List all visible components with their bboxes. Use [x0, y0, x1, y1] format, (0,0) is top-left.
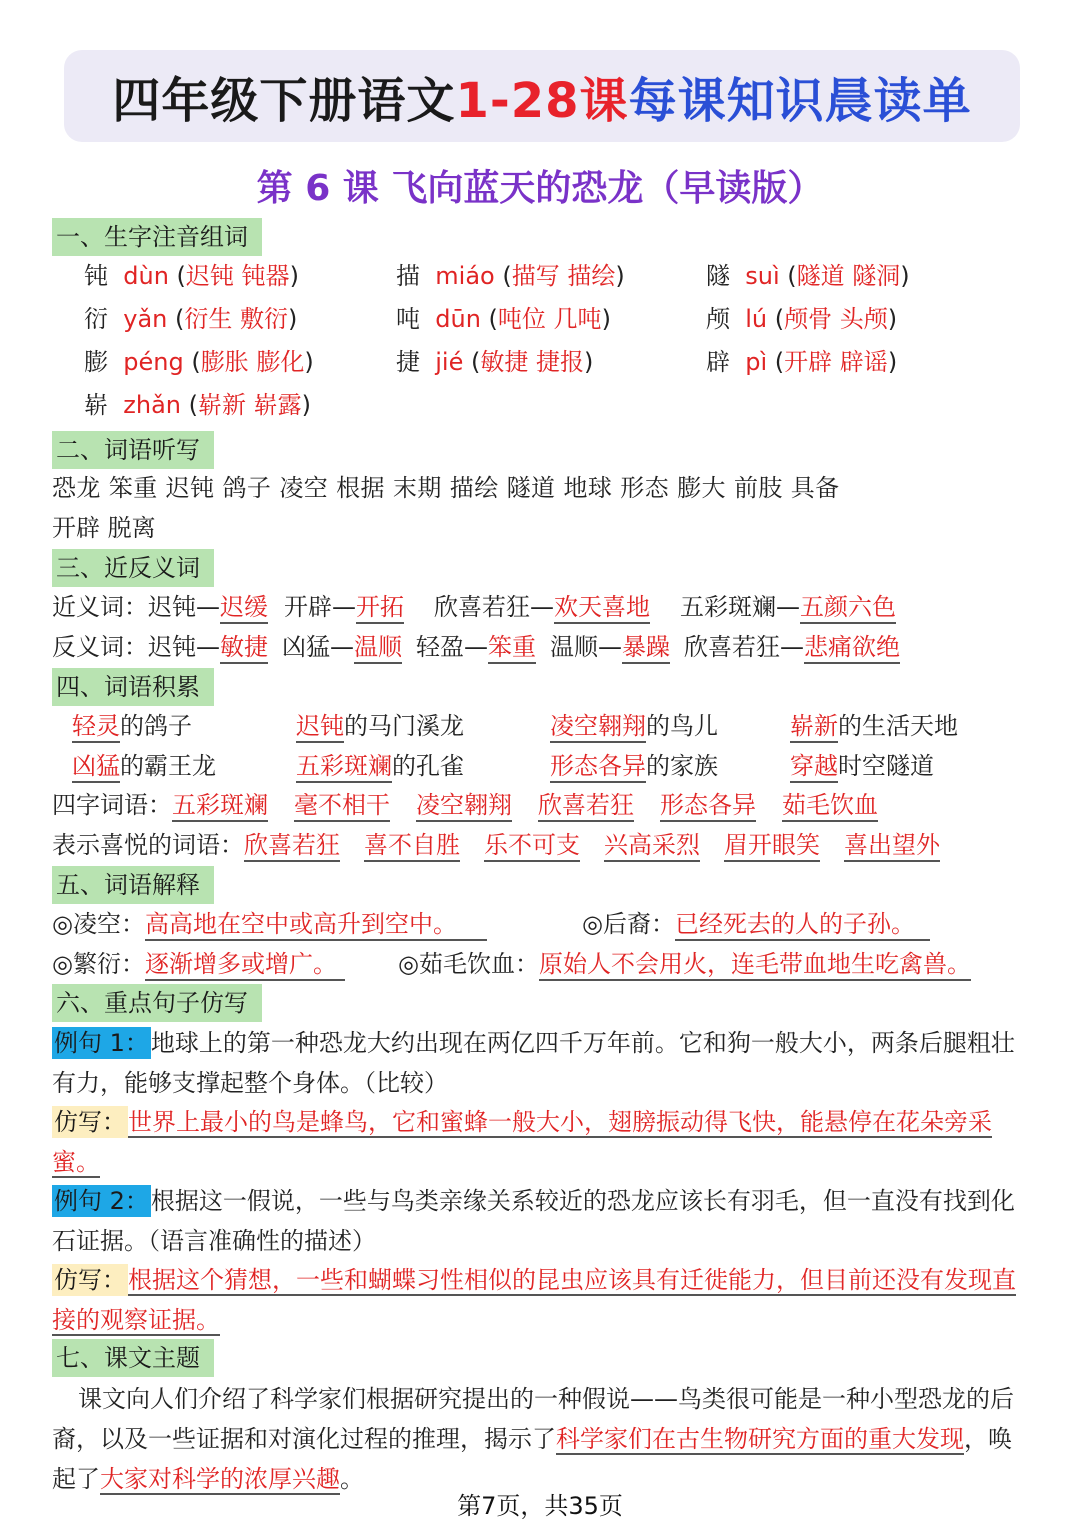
word-item: 喜出望外	[844, 831, 940, 862]
synonyms-line	[52, 589, 896, 625]
joy-words-label: 表示喜悦的词语：	[52, 831, 244, 859]
word-pair: 欣喜若狂—欢天喜地	[434, 593, 650, 621]
word-item: 乐不可支	[484, 831, 580, 862]
word-pair: 迟钝—敏捷	[148, 633, 268, 661]
character-entry: 辟 pì (开辟 辟谣)	[706, 348, 898, 376]
character-entry: 颅 lú (颅骨 头颅)	[706, 305, 898, 333]
imitation-sentence-2: 仿写：根据这个猜想，一些和蝴蝶习性相似的昆虫应该具有迁徙能力，但目前还没有发现直接的观察证据。	[52, 1266, 1016, 1334]
definition-item: ◎繁衍：逐渐增多或增广。	[52, 946, 345, 982]
word-pair: 温顺—暴躁	[550, 633, 670, 661]
word-pair: 五彩斑斓—五颜六色	[680, 593, 896, 624]
four-char-line	[52, 787, 904, 823]
lesson-title: 第 6 课 飞向蓝天的恐龙（早读版）	[256, 168, 824, 209]
example-sentence-1: 例句 1：地球上的第一种恐龙大约出现在两亿四千万年前。它和狗一般大小，两条后腿粗壮有力，能够支撑起整个身体。（比较）	[52, 1029, 1015, 1097]
example-2-label: 例句 2：	[54, 1187, 149, 1215]
synonyms-label: 近义词：	[52, 593, 148, 621]
word-item: 凌空翱翔	[416, 791, 512, 822]
word-item: 五彩斑斓	[172, 791, 268, 822]
banner-part-1: 四年级下册语文	[112, 72, 456, 129]
word-item: 欣喜若狂	[244, 831, 340, 862]
section-1-heading: 一、生字注音组词	[52, 218, 262, 256]
phrase-entry: 凶猛的霸王龙	[72, 748, 216, 784]
imitation-sentence-1: 仿写：世界上最小的鸟是蜂鸟，它和蜜蜂一般大小，翅膀振动得飞快，能悬停在花朵旁采蜜。	[52, 1108, 992, 1176]
banner-part-2: 1-28课	[455, 72, 629, 129]
phrase-entry: 穿越时空隧道	[790, 748, 934, 784]
character-entry: 描 miáo (描写 描绘)	[396, 262, 625, 290]
character-entry: 吨 dūn (吨位 几吨)	[396, 305, 611, 333]
phrase-entry: 形态各异的家族	[550, 748, 718, 784]
word-pair: 欣喜若狂—悲痛欲绝	[684, 633, 900, 664]
word-item: 茹毛饮血	[782, 791, 878, 822]
character-entry: 衍 yǎn (衍生 敷衍)	[84, 305, 298, 333]
section-3-heading: 三、近反义词	[52, 549, 214, 587]
word-item: 兴高采烈	[604, 831, 700, 862]
example-sentence-2: 例句 2：根据这一假说，一些与鸟类亲缘关系较近的恐龙应该长有羽毛，但一直没有找到化石证据。（语言准确性的描述）	[52, 1187, 1015, 1255]
character-entry: 钝 dùn (迟钝 钝器)	[84, 262, 299, 290]
section-7-heading: 七、课文主题	[52, 1339, 214, 1377]
phrase-entry: 迟钝的马门溪龙	[296, 708, 464, 744]
word-pair: 开辟—开拓	[284, 593, 404, 621]
four-char-label: 四字词语：	[52, 791, 172, 819]
phrase-entry: 五彩斑斓的孔雀	[296, 748, 464, 784]
definition-item: ◎后裔：已经死去的人的子孙。	[582, 906, 930, 942]
section-4-heading: 四、词语积累	[52, 668, 214, 706]
character-entry: 崭 zhǎn (崭新 崭露)	[84, 391, 312, 419]
joy-words-line	[52, 827, 964, 863]
definition-item: ◎凌空：高高地在空中或高升到空中。	[52, 906, 487, 942]
character-entry: 隧 suì (隧道 隧洞)	[706, 262, 910, 290]
word-pair: 轻盈—笨重	[416, 633, 536, 661]
dictation-line-1: 恐龙 笨重 迟钝 鸽子 凌空 根据 末期 描绘 隧道 地球 形态 膨大 前肢 具备	[52, 474, 840, 502]
word-item: 毫不相干	[294, 791, 390, 822]
section-6-heading: 六、重点句子仿写	[52, 984, 262, 1022]
phrase-entry: 轻灵的鸽子	[72, 708, 192, 744]
section-5-heading: 五、词语解释	[52, 866, 214, 904]
dictation-line-2: 开辟 脱离	[52, 514, 156, 542]
phrase-entry: 崭新的生活天地	[790, 708, 958, 744]
antonyms-label: 反义词：	[52, 633, 148, 661]
word-item: 形态各异	[660, 791, 756, 822]
page-number: 第7页，共35页	[457, 1492, 623, 1520]
word-pair: 迟钝—迟缓	[148, 593, 268, 621]
banner-part-3: 每课知识晨读单	[628, 72, 972, 129]
character-entry: 捷 jié (敏捷 捷报)	[396, 348, 594, 376]
page-banner	[64, 50, 1020, 142]
word-item: 欣喜若狂	[538, 791, 634, 822]
character-entry: 膨 péng (膨胀 膨化)	[84, 348, 314, 376]
section-2-heading: 二、词语听写	[52, 431, 214, 469]
phrase-entry: 凌空翱翔的鸟儿	[550, 708, 718, 744]
example-1-label: 例句 1：	[54, 1029, 149, 1057]
word-pair: 凶猛—温顺	[282, 633, 402, 661]
word-item: 喜不自胜	[364, 831, 460, 862]
antonyms-line	[52, 629, 900, 665]
word-item: 眉开眼笑	[724, 831, 820, 862]
definition-item: ◎茹毛饮血：原始人不会用火，连毛带血地生吃禽兽。	[398, 946, 971, 982]
theme-paragraph: 课文向人们介绍了科学家们根据研究提出的一种假说——鸟类很可能是一种小型恐龙的后裔，以及一些证据和对演化过程的推理，揭示了科学家们在古生物研究方面的重大发现，唤起了大家对科学的浓厚兴趣。	[52, 1385, 1014, 1493]
imitation-2-label: 仿写：	[54, 1266, 126, 1294]
imitation-1-label: 仿写：	[54, 1108, 126, 1136]
